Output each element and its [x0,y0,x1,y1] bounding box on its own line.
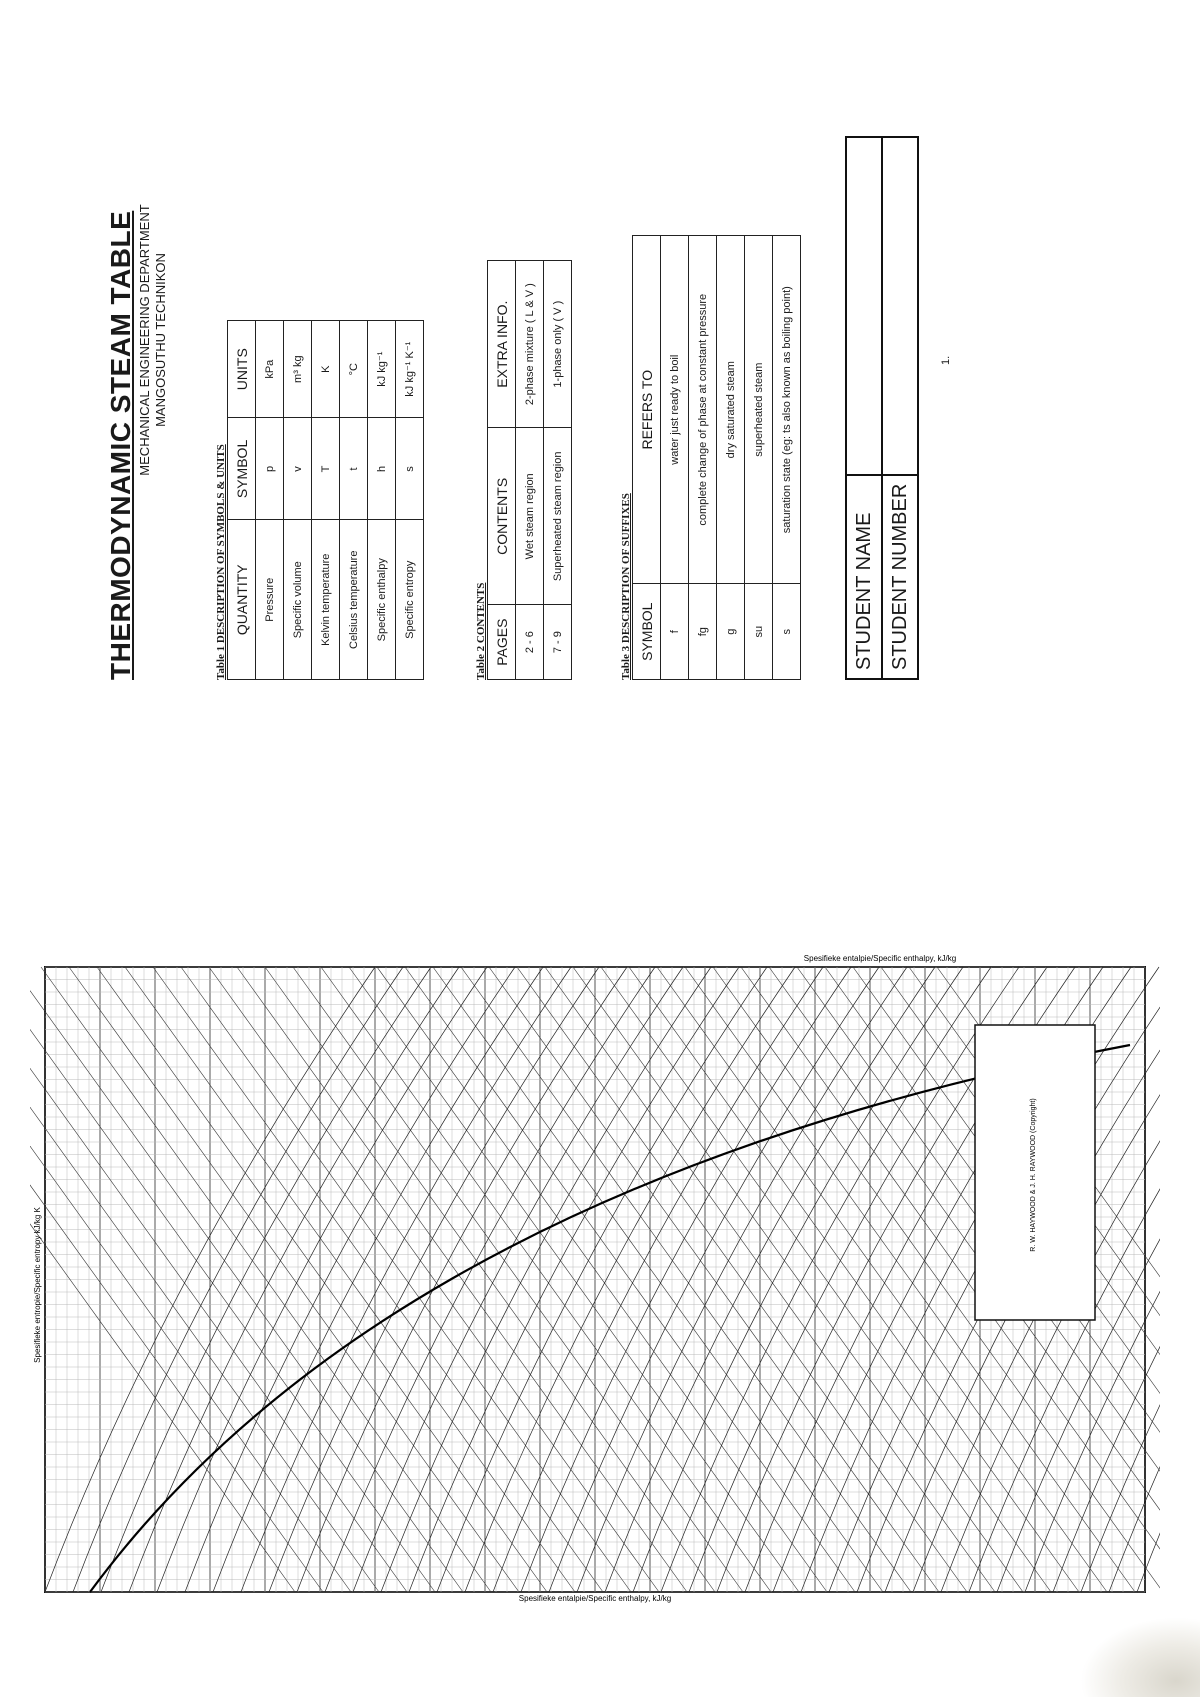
table3-cell-symbol: fg [689,584,717,680]
table-row [773,236,801,680]
table1-cell-quantity: Specific volume [284,520,312,680]
table1-cell-quantity: Celsius temperature [340,520,368,680]
table-row [661,236,689,680]
top-axis-label: Spesifieke entropie/Specific entropy kJ/kg K [33,1207,42,1363]
table1-cell-quantity: Kelvin temperature [312,520,340,680]
table-row [516,261,544,680]
table-row [745,236,773,680]
institution-name: MANGOSUTHU TECHNIKON [153,253,168,427]
table1-cell-units: m³ kg [284,321,312,418]
table3-cell-refers-to: saturation state (eg: ts also known as boiling point) [773,236,801,584]
chart-credit-text: R. W. HAYWOOD & J. H. RAYWOOD (Copyright) [1030,1098,1037,1252]
table-row [544,261,572,680]
table3-cell-symbol: f [661,584,689,680]
student-info-block [845,136,919,680]
table3-caption: Table 3 DESCRIPTION OF SUFFIXES [620,493,632,680]
table-row [717,236,745,680]
table2-cell-extra-info: 2-phase mixture ( L & V ) [516,261,544,428]
table3-cell-symbol: s [773,584,801,680]
table1-header-units: UNITS [228,321,256,418]
table2-header-extra-info: EXTRA INFO. [488,261,516,428]
mollier-chart-svg [30,955,1160,1605]
suffixes-table [632,235,801,680]
scan-stain [1080,1617,1200,1697]
rotated-content [105,0,985,680]
student-name-field[interactable] [846,137,882,475]
table2-header-contents: CONTENTS [488,428,516,605]
table1-header-symbol: SYMBOL [228,418,256,520]
table-row [256,321,284,680]
table2-header-pages: PAGES [488,605,516,680]
table3-header-refers-to: REFERS TO [633,236,661,584]
table-row [689,236,717,680]
table3-block [620,235,801,680]
table1-cell-symbol: h [368,418,396,520]
table3-cell-symbol: g [717,584,745,680]
table1-block [215,320,424,680]
table3-cell-refers-to: complete change of phase at constant pressure [689,236,717,584]
left-axis-label: Spesifieke entalpie/Specific enthalpy, kJ/kg [518,1594,672,1603]
table2-cell-pages: 2 - 6 [516,605,544,680]
student-number-field[interactable] [882,137,918,475]
table1-cell-units: kPa [256,321,284,418]
table-row [340,321,368,680]
table1-cell-quantity: Specific entropy [396,520,424,680]
table3-header-symbol: SYMBOL [633,584,661,680]
title-block [105,0,169,680]
table2-caption: Table 2 CONTENTS [475,582,487,680]
table2-cell-extra-info: 1-phase only ( V ) [544,261,572,428]
table1-header-quantity: QUANTITY [228,520,256,680]
mollier-chart [30,955,1160,1605]
table2-cell-contents: Superheated steam region [544,428,572,605]
table3-cell-refers-to: superheated steam [745,236,773,584]
table1-caption: Table 1 DESCRIPTION OF SYMBOLS & UNITS [215,444,227,680]
table1-cell-units: K [312,321,340,418]
table1-cell-symbol: T [312,418,340,520]
table-row [312,321,340,680]
table-row [368,321,396,680]
table-row [396,321,424,680]
student-table [845,136,919,680]
page-number: 1. [940,355,952,365]
table1-cell-units: kJ kg⁻¹ K⁻¹ [396,321,424,418]
document-title: THERMODYNAMIC STEAM TABLE [105,210,136,680]
table3-cell-refers-to: dry saturated steam [717,236,745,584]
table1-cell-symbol: t [340,418,368,520]
table-row [284,321,312,680]
table1-cell-symbol: p [256,418,284,520]
table1-cell-units: °C [340,321,368,418]
table2-cell-pages: 7 - 9 [544,605,572,680]
contents-table [487,260,572,680]
table3-cell-refers-to: water just ready to boil [661,236,689,584]
table2-block [475,260,572,680]
student-name-label: STUDENT NAME [846,475,882,679]
table1-cell-quantity: Pressure [256,520,284,680]
table2-cell-contents: Wet steam region [516,428,544,605]
table1-cell-symbol: s [396,418,424,520]
table1-cell-units: kJ kg⁻¹ [368,321,396,418]
table1-cell-symbol: v [284,418,312,520]
right-axis-label: Spesifieke entalpie/Specific enthalpy, kJ/kg [803,955,957,963]
symbols-table [227,320,424,680]
table3-cell-symbol: su [745,584,773,680]
department-name: MECHANICAL ENGINEERING DEPARTMENT [137,204,152,476]
student-number-label: STUDENT NUMBER [882,475,918,679]
table1-cell-quantity: Specific enthalpy [368,520,396,680]
